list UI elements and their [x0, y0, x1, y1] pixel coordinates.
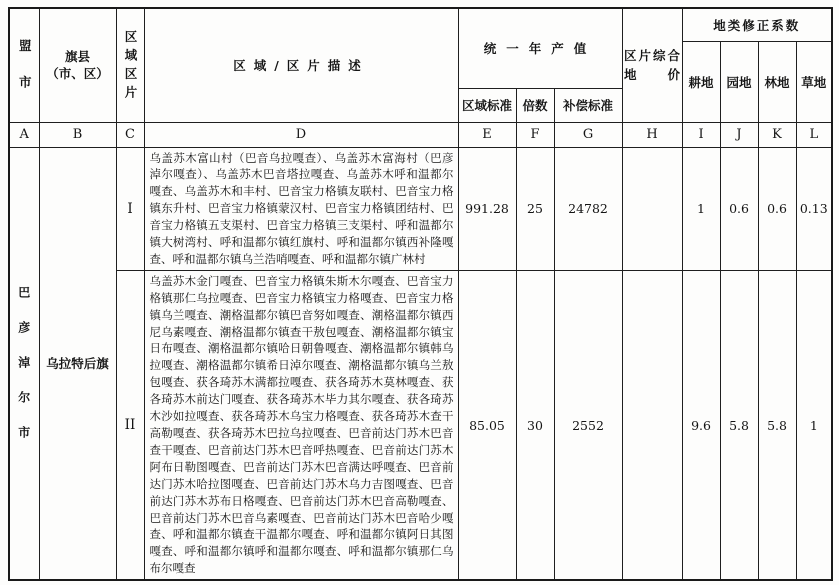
column-letter-d: D	[144, 122, 458, 147]
header-grass: 草地	[796, 41, 832, 122]
header-cultivated: 耕地	[682, 41, 720, 122]
cell-cultivated-2: 9.6	[682, 270, 720, 580]
cell-description-1: 乌盖苏木富山村（巴音乌拉嘎查）、乌盖苏木富海村（巴彦淖尔嘎查）、乌盖苏木巴音塔拉嘎查、乌盖苏木呼和温都尔嘎查、乌盖苏木和丰村、巴音宝力格镇友联村、巴音宝力格镇东升村、巴音宝力格镇蒙汉村、巴音宝力格镇团结村、巴音宝力格镇五支渠村、巴音宝力格镇三支渠村、呼和温都尔镇大树湾村、呼和温都尔镇红旗村、呼和温都尔镇西补隆嘎查、呼和温都尔镇乌兰浩哨嘎查、呼和温都尔镇广林村	[144, 147, 458, 270]
cell-zone-composite-price-1	[622, 147, 682, 270]
header-zone	[116, 8, 144, 122]
cell-region-standard-1: 991.28	[458, 147, 516, 270]
column-letter-i: I	[682, 122, 720, 147]
header-banner-line2: （市、区）	[46, 66, 109, 82]
land-price-table	[8, 7, 833, 581]
cell-league-city-label: 巴彦淖尔市	[16, 285, 31, 461]
header-unified-annual-output-label: 统一年产值	[483, 41, 597, 57]
header-league-city-label: 盟市	[17, 39, 33, 113]
cell-compensation-standard-1: 24782	[554, 147, 622, 270]
header-compensation-standard: 补偿标准	[554, 88, 622, 122]
cell-region-standard-2: 85.05	[458, 270, 516, 580]
cell-multiplier-1: 25	[516, 147, 554, 270]
column-letter-b: B	[39, 122, 116, 147]
cell-grass-1: 0.13	[796, 147, 832, 270]
header-multiplier: 倍数	[516, 88, 554, 122]
header-forest: 林地	[758, 41, 796, 122]
cell-forest-1: 0.6	[758, 147, 796, 270]
cell-garden-1: 0.6	[720, 147, 758, 270]
header-land-type-coefficient-label: 地类修正系数	[713, 17, 801, 33]
header-zone-composite-price-label: 区片综合地价	[624, 48, 681, 83]
column-letter-j: J	[720, 122, 758, 147]
column-letter-l: L	[796, 122, 832, 147]
cell-compensation-standard-2: 2552	[554, 270, 622, 580]
cell-league-city	[9, 147, 39, 580]
header-garden: 园地	[720, 41, 758, 122]
header-league-city	[9, 8, 39, 122]
cell-garden-2: 5.8	[720, 270, 758, 580]
column-letter-a: A	[9, 122, 39, 147]
column-letter-row	[9, 122, 832, 147]
header-description-label: 区域/区片描述	[233, 58, 369, 74]
column-letter-k: K	[758, 122, 796, 147]
cell-cultivated-1: 1	[682, 147, 720, 270]
column-letter-c: C	[116, 122, 144, 147]
cell-description-2: 乌盖苏木金门嘎查、巴音宝力格镇朱斯木尔嘎查、巴音宝力格镇那仁乌拉嘎查、巴音宝力格镇宝力格嘎查、巴音宝力格镇乌兰嘎查、潮格温都尔镇巴音努如嘎查、潮格温都尔镇西尼乌素嘎查、潮格温都尔镇查干敖包嘎查、潮格温都尔镇宝日布嘎查、潮格温都尔镇哈日朝鲁嘎查、潮格温都尔镇韩乌拉嘎查、潮格温都尔镇希日淖尔嘎查、潮格温都尔镇乌兰敖包嘎查、获各琦苏木满都拉嘎查、获各琦苏木莫林嘎查、获各琦苏木前达门嘎查、获各琦苏木毕力其尔嘎查、获各琦苏木沙如拉嘎查、获各琦苏木乌宝力格嘎查、获各琦苏木查干高勒嘎查、获各琦苏木巴拉乌拉嘎查、巴音前达门苏木巴音查干嘎查、巴音前达门苏木巴音呼热嘎查、巴音前达门苏木阿布日勒图嘎查、巴音前达门苏木巴音满达呼嘎查、巴音前达门苏木哈拉图嘎查、巴音前达门苏木乌力吉图嘎查、巴音前达门苏木苏布日格嘎查、巴音前达门苏木巴音高勒嘎查、巴音前达门苏木巴音乌素嘎查、巴音前达门苏木巴音哈少嘎查、呼和温都尔镇查干温都尔嘎查、呼和温都尔镇阿日其图嘎查、呼和温都尔镇呼和温都尔嘎查、呼和温都尔镇那仁乌布尔嘎查	[144, 270, 458, 580]
table-row-zone-1	[9, 147, 832, 270]
cell-multiplier-2: 30	[516, 270, 554, 580]
header-zone-label: 区域区片	[123, 29, 138, 104]
cell-zone-composite-price-2	[622, 270, 682, 580]
header-unified-annual-output	[458, 8, 622, 88]
table-row-zone-2	[9, 270, 832, 580]
header-banner-line1: 旗县	[64, 49, 90, 65]
column-letter-h: H	[622, 122, 682, 147]
cell-zone-1: I	[116, 147, 144, 270]
column-letter-g: G	[554, 122, 622, 147]
header-description	[144, 8, 458, 122]
cell-banner: 乌拉特后旗	[39, 147, 116, 580]
header-zone-composite-price	[622, 8, 682, 122]
column-letter-f: F	[516, 122, 554, 147]
header-banner	[39, 8, 116, 122]
header-region-standard: 区域标准	[458, 88, 516, 122]
column-letter-e: E	[458, 122, 516, 147]
cell-grass-2: 1	[796, 270, 832, 580]
header-land-type-coefficient	[682, 8, 832, 41]
cell-forest-2: 5.8	[758, 270, 796, 580]
cell-zone-2: II	[116, 270, 144, 580]
